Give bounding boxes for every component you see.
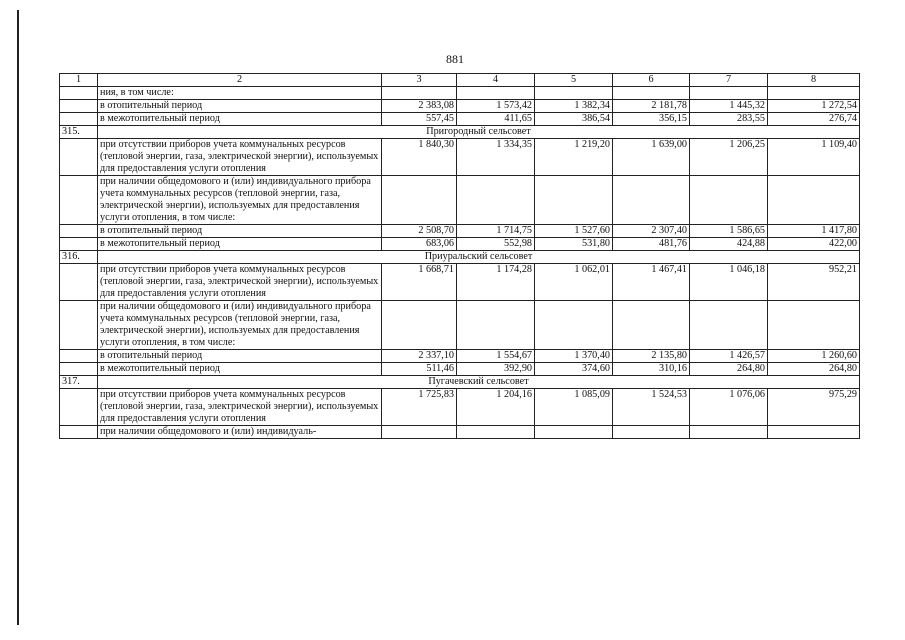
table-row <box>60 238 860 251</box>
value-cell: 264,80 <box>690 363 768 376</box>
value-cell <box>613 87 690 100</box>
value-cell <box>690 426 768 439</box>
value-cell: 1 586,65 <box>690 225 768 238</box>
value-cell: 1 260,60 <box>768 350 860 363</box>
value-cell <box>382 426 457 439</box>
value-cell: 1 527,60 <box>535 225 613 238</box>
value-cell: 374,60 <box>535 363 613 376</box>
value-cell: 356,15 <box>613 113 690 126</box>
value-cell: 1 272,54 <box>768 100 860 113</box>
value-cell: 1 206,25 <box>690 139 768 176</box>
row-number-cell <box>60 264 98 301</box>
value-cell <box>613 176 690 225</box>
row-number-cell <box>60 301 98 350</box>
value-cell: 411,65 <box>457 113 535 126</box>
value-cell <box>535 176 613 225</box>
value-cell: 1 417,80 <box>768 225 860 238</box>
binding-edge-line <box>17 10 19 625</box>
row-description: при наличии общедомового и (или) индивидуаль- <box>98 426 382 439</box>
row-description: в межотопительный период <box>98 363 382 376</box>
row-description: при отсутствии приборов учета коммунальных ресурсов (тепловой энергии, газа, электрической энергии), используемых для предоставления услуги отопления <box>98 264 382 301</box>
value-cell: 481,76 <box>613 238 690 251</box>
column-header: 2 <box>98 74 382 87</box>
value-cell: 1 467,41 <box>613 264 690 301</box>
value-cell: 392,90 <box>457 363 535 376</box>
table-row <box>60 426 860 439</box>
row-description: ния, в том числе: <box>98 87 382 100</box>
row-number-cell <box>60 426 98 439</box>
value-cell <box>535 301 613 350</box>
value-cell <box>457 426 535 439</box>
table-row <box>60 100 860 113</box>
value-cell: 1 426,57 <box>690 350 768 363</box>
section-title: Приуральский сельсовет <box>98 251 860 264</box>
column-header: 8 <box>768 74 860 87</box>
table-row <box>60 264 860 301</box>
value-cell: 283,55 <box>690 113 768 126</box>
value-cell <box>457 176 535 225</box>
value-cell: 1 382,34 <box>535 100 613 113</box>
value-cell: 2 383,08 <box>382 100 457 113</box>
row-number-cell <box>60 389 98 426</box>
value-cell <box>690 87 768 100</box>
table-row <box>60 363 860 376</box>
value-cell: 424,88 <box>690 238 768 251</box>
value-cell: 511,46 <box>382 363 457 376</box>
value-cell: 1 639,00 <box>613 139 690 176</box>
value-cell: 1 109,40 <box>768 139 860 176</box>
section-row <box>60 126 860 139</box>
value-cell <box>457 301 535 350</box>
value-cell <box>690 176 768 225</box>
value-cell: 1 445,32 <box>690 100 768 113</box>
value-cell: 1 714,75 <box>457 225 535 238</box>
page-number: 881 <box>446 52 464 66</box>
row-description: в межотопительный период <box>98 113 382 126</box>
value-cell <box>535 87 613 100</box>
value-cell: 386,54 <box>535 113 613 126</box>
table-row <box>60 139 860 176</box>
row-description: в межотопительный период <box>98 238 382 251</box>
value-cell <box>382 87 457 100</box>
row-description: при отсутствии приборов учета коммунальных ресурсов (тепловой энергии, газа, электрической энергии), используемых для предоставления услуги отопления <box>98 389 382 426</box>
section-number: 316. <box>60 251 98 264</box>
row-number-cell <box>60 238 98 251</box>
table-row <box>60 350 860 363</box>
value-cell: 2 508,70 <box>382 225 457 238</box>
value-cell <box>613 301 690 350</box>
table-row <box>60 225 860 238</box>
value-cell: 2 337,10 <box>382 350 457 363</box>
section-row <box>60 251 860 264</box>
row-number-cell <box>60 139 98 176</box>
row-description: в отопительный период <box>98 100 382 113</box>
value-cell: 1 725,83 <box>382 389 457 426</box>
value-cell: 2 135,80 <box>613 350 690 363</box>
value-cell: 1 524,53 <box>613 389 690 426</box>
value-cell: 975,29 <box>768 389 860 426</box>
section-number: 317. <box>60 376 98 389</box>
section-row <box>60 376 860 389</box>
value-cell: 683,06 <box>382 238 457 251</box>
value-cell <box>768 301 860 350</box>
value-cell: 1 085,09 <box>535 389 613 426</box>
table-row <box>60 389 860 426</box>
row-description: при наличии общедомового и (или) индивидуального прибора учета коммунальных ресурсов (тепловой энергии, газа, электрической энергии), используемых для предоставления услуги отопления, в том числе: <box>98 301 382 350</box>
value-cell <box>768 426 860 439</box>
column-header: 7 <box>690 74 768 87</box>
row-number-cell <box>60 363 98 376</box>
row-number-cell <box>60 87 98 100</box>
row-number-cell <box>60 113 98 126</box>
value-cell: 276,74 <box>768 113 860 126</box>
value-cell: 1 062,01 <box>535 264 613 301</box>
value-cell <box>535 426 613 439</box>
row-description: при наличии общедомового и (или) индивидуального прибора учета коммунальных ресурсов (тепловой энергии, газа, электрической энергии), используемых для предоставления услуги отопления, в том числе: <box>98 176 382 225</box>
value-cell: 952,21 <box>768 264 860 301</box>
table-row <box>60 301 860 350</box>
row-number-cell <box>60 176 98 225</box>
table-row <box>60 87 860 100</box>
tariff-table <box>59 73 860 439</box>
column-header: 6 <box>613 74 690 87</box>
row-number-cell <box>60 100 98 113</box>
section-title: Пугачевский сельсовет <box>98 376 860 389</box>
column-header: 4 <box>457 74 535 87</box>
value-cell: 1 046,18 <box>690 264 768 301</box>
value-cell: 1 370,40 <box>535 350 613 363</box>
value-cell: 552,98 <box>457 238 535 251</box>
value-cell <box>768 87 860 100</box>
section-number: 315. <box>60 126 98 139</box>
table-row <box>60 176 860 225</box>
value-cell <box>382 176 457 225</box>
column-header: 1 <box>60 74 98 87</box>
value-cell <box>457 87 535 100</box>
value-cell: 557,45 <box>382 113 457 126</box>
value-cell: 531,80 <box>535 238 613 251</box>
value-cell: 1 840,30 <box>382 139 457 176</box>
value-cell: 1 668,71 <box>382 264 457 301</box>
row-description: при отсутствии приборов учета коммунальных ресурсов (тепловой энергии, газа, электрической энергии), используемых для предоставления услуги отопления <box>98 139 382 176</box>
value-cell <box>613 426 690 439</box>
row-number-cell <box>60 350 98 363</box>
value-cell: 1 554,67 <box>457 350 535 363</box>
row-number-cell <box>60 225 98 238</box>
row-description: в отопительный период <box>98 225 382 238</box>
value-cell: 422,00 <box>768 238 860 251</box>
value-cell: 1 219,20 <box>535 139 613 176</box>
column-header: 3 <box>382 74 457 87</box>
row-description: в отопительный период <box>98 350 382 363</box>
value-cell: 264,80 <box>768 363 860 376</box>
value-cell <box>382 301 457 350</box>
value-cell: 2 181,78 <box>613 100 690 113</box>
column-header: 5 <box>535 74 613 87</box>
value-cell <box>690 301 768 350</box>
value-cell: 1 076,06 <box>690 389 768 426</box>
table-body <box>60 87 860 439</box>
value-cell: 1 573,42 <box>457 100 535 113</box>
value-cell <box>768 176 860 225</box>
value-cell: 1 204,16 <box>457 389 535 426</box>
value-cell: 2 307,40 <box>613 225 690 238</box>
value-cell: 310,16 <box>613 363 690 376</box>
column-header-row <box>60 74 860 87</box>
value-cell: 1 334,35 <box>457 139 535 176</box>
value-cell: 1 174,28 <box>457 264 535 301</box>
section-title: Пригородный сельсовет <box>98 126 860 139</box>
table-row <box>60 113 860 126</box>
